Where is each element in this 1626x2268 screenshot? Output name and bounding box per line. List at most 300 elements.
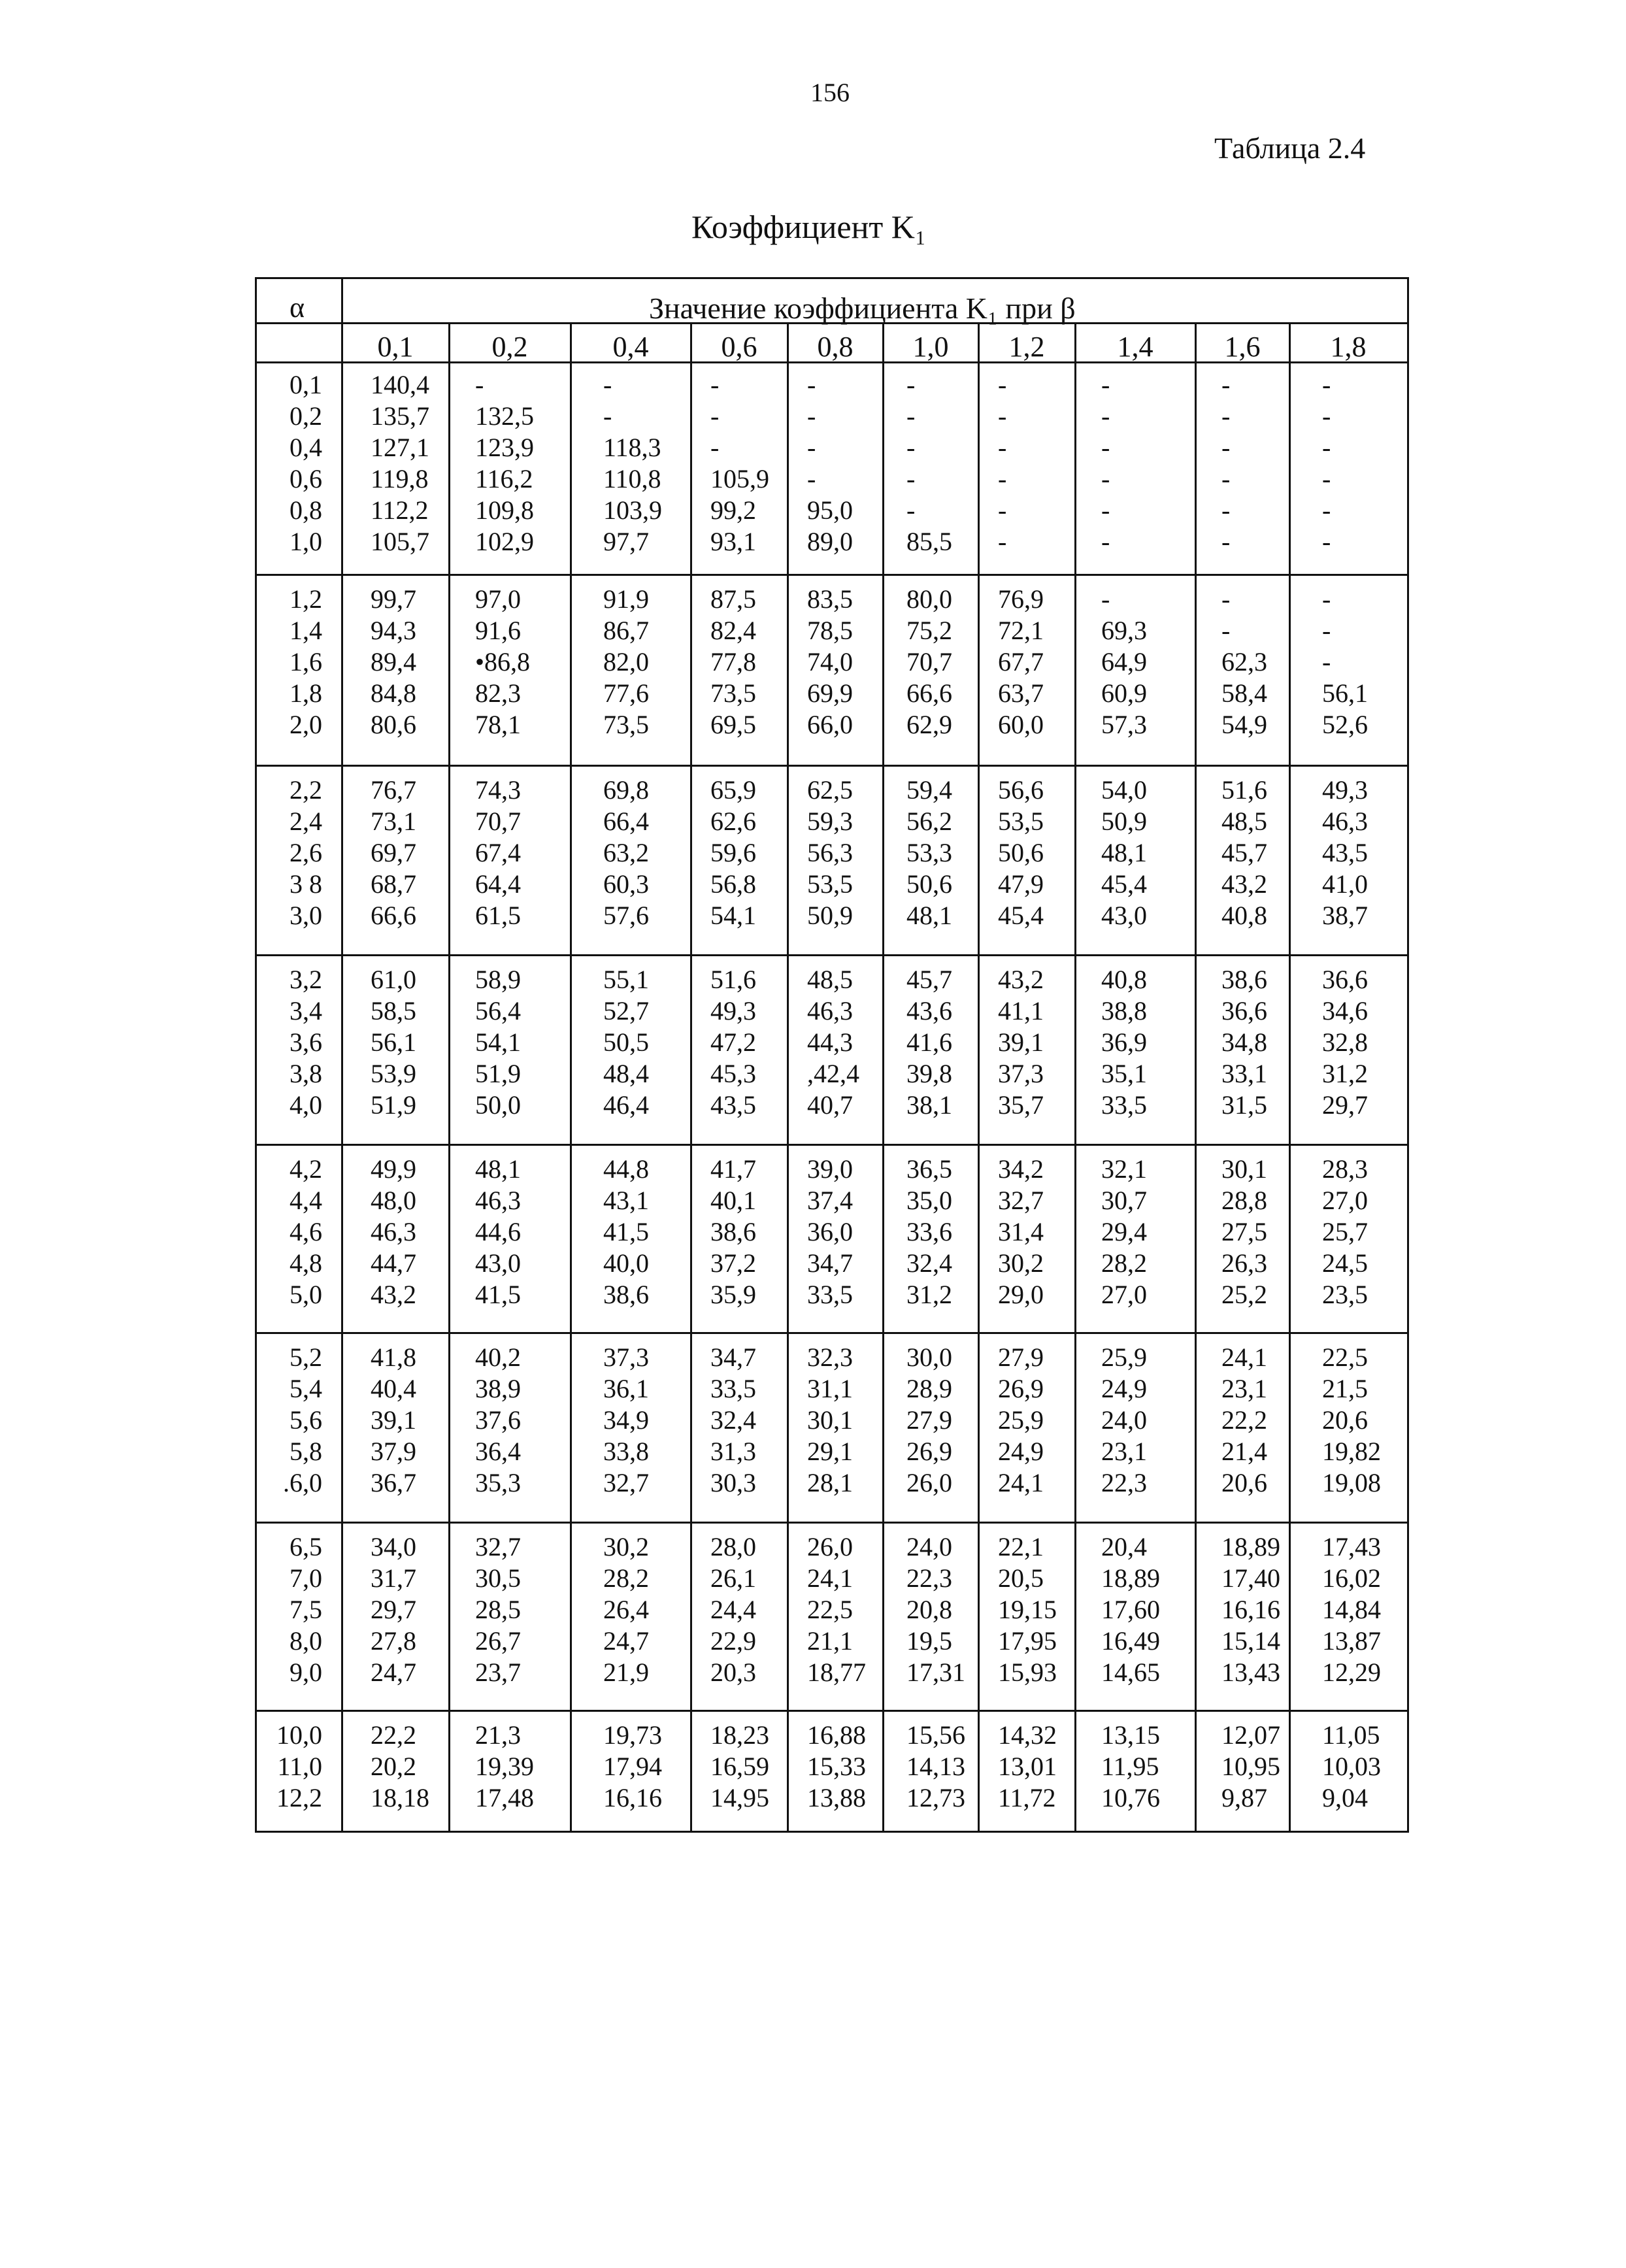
value-cell: 84,8 xyxy=(371,678,416,708)
value-cell: 37,9 xyxy=(371,1437,416,1466)
beta-header-cell: 0,8 xyxy=(817,331,854,363)
value-cell: 48,4 xyxy=(603,1059,649,1088)
value-cell: 78,5 xyxy=(807,616,853,645)
value-cell: - xyxy=(1101,464,1110,493)
value-cell: 89,0 xyxy=(807,527,853,556)
value-cell: 50,0 xyxy=(475,1090,521,1120)
value-cell: 36,6 xyxy=(1322,965,1368,994)
value-cell: 48,1 xyxy=(475,1154,521,1184)
value-cell: 83,5 xyxy=(807,584,853,614)
table-row xyxy=(257,709,1407,741)
value-cell: 52,7 xyxy=(603,996,649,1026)
value-cell: 75,2 xyxy=(906,616,952,645)
value-cell: 29,7 xyxy=(371,1595,416,1624)
value-cell: 24,4 xyxy=(710,1595,756,1624)
value-cell: 27,9 xyxy=(998,1342,1044,1372)
value-cell: 24,1 xyxy=(1221,1342,1267,1372)
value-cell: - xyxy=(710,433,720,462)
alpha-column-header: α xyxy=(290,292,305,324)
value-cell: 53,5 xyxy=(807,869,853,899)
value-cell: 36,7 xyxy=(371,1468,416,1497)
row-group xyxy=(257,1334,1407,1524)
value-cell: 60,0 xyxy=(998,710,1044,739)
beta-group-header: Значение коэффициента K₁ при β xyxy=(649,292,1076,325)
alpha-cell: 0,2 xyxy=(290,401,322,431)
value-cell: 30,1 xyxy=(807,1405,853,1435)
value-cell: 27,0 xyxy=(1322,1186,1368,1215)
value-cell: 54,1 xyxy=(475,1027,521,1057)
value-cell: 89,4 xyxy=(371,647,416,676)
value-cell: 105,9 xyxy=(710,464,769,493)
value-cell: 116,2 xyxy=(475,464,533,493)
value-cell: 55,1 xyxy=(603,965,649,994)
value-cell: - xyxy=(475,370,484,399)
table-row xyxy=(257,1436,1407,1467)
value-cell: 35,1 xyxy=(1101,1059,1147,1088)
value-cell: 64,9 xyxy=(1101,647,1147,676)
value-cell: 12,29 xyxy=(1322,1658,1381,1687)
value-cell: 29,4 xyxy=(1101,1217,1147,1246)
table-row xyxy=(257,1467,1407,1499)
value-cell: 82,0 xyxy=(603,647,649,676)
value-cell: 26,9 xyxy=(906,1437,952,1466)
value-cell: 49,9 xyxy=(371,1154,416,1184)
value-cell: 14,95 xyxy=(710,1783,769,1812)
value-cell: 40,4 xyxy=(371,1374,416,1403)
value-cell: 69,3 xyxy=(1101,616,1147,645)
value-cell: 44,6 xyxy=(475,1217,521,1246)
value-cell: 54,0 xyxy=(1101,775,1147,805)
value-cell: 38,6 xyxy=(1221,965,1267,994)
table-row xyxy=(257,1626,1407,1657)
table-row xyxy=(257,1782,1407,1814)
value-cell: 37,2 xyxy=(710,1248,756,1278)
value-cell: 24,5 xyxy=(1322,1248,1368,1278)
value-cell: 95,0 xyxy=(807,495,853,525)
value-cell: 29,0 xyxy=(998,1280,1044,1309)
value-cell: 16,88 xyxy=(807,1720,866,1750)
value-cell: - xyxy=(998,464,1007,493)
value-cell: 80,0 xyxy=(906,584,952,614)
alpha-cell: 7,5 xyxy=(290,1595,322,1624)
value-cell: 76,7 xyxy=(371,775,416,805)
value-cell: 60,9 xyxy=(1101,678,1147,708)
table-row xyxy=(257,1720,1407,1751)
value-cell: 34,2 xyxy=(998,1154,1044,1184)
beta-header-cell: 1,2 xyxy=(1008,331,1045,363)
value-cell: 19,39 xyxy=(475,1752,534,1781)
value-cell: 28,2 xyxy=(1101,1248,1147,1278)
value-cell: - xyxy=(807,433,816,462)
value-cell: 41,1 xyxy=(998,996,1044,1026)
value-cell: 16,59 xyxy=(710,1752,769,1781)
value-cell: 46,3 xyxy=(371,1217,416,1246)
value-cell: 27,5 xyxy=(1221,1217,1267,1246)
value-cell: 82,4 xyxy=(710,616,756,645)
value-cell: 25,9 xyxy=(1101,1342,1147,1372)
value-cell: 82,3 xyxy=(475,678,521,708)
value-cell: - xyxy=(1322,647,1331,676)
value-cell: 26,4 xyxy=(603,1595,649,1624)
value-cell: 13,01 xyxy=(998,1752,1057,1781)
value-cell: 112,2 xyxy=(371,495,429,525)
value-cell: 26,0 xyxy=(906,1468,952,1497)
alpha-cell: 3,0 xyxy=(290,901,322,930)
value-cell: 48,1 xyxy=(906,901,952,930)
value-cell: 44,3 xyxy=(807,1027,853,1057)
value-cell: 31,4 xyxy=(998,1217,1044,1246)
value-cell: 22,3 xyxy=(1101,1468,1147,1497)
value-cell: 20,6 xyxy=(1221,1468,1267,1497)
alpha-cell: 10,0 xyxy=(276,1720,322,1750)
value-cell: 28,3 xyxy=(1322,1154,1368,1184)
table-title: Коэффициент K₁ xyxy=(691,208,927,245)
value-cell: 26,3 xyxy=(1221,1248,1267,1278)
value-cell: 13,88 xyxy=(807,1783,866,1812)
value-cell: - xyxy=(1221,495,1231,525)
value-cell: 66,6 xyxy=(371,901,416,930)
value-cell: 18,18 xyxy=(371,1783,429,1812)
value-cell: 11,72 xyxy=(998,1783,1056,1812)
page-number: 156 xyxy=(810,78,850,107)
value-cell: 27,9 xyxy=(906,1405,952,1435)
table-label: Таблица 2.4 xyxy=(1214,131,1366,165)
value-cell: 16,02 xyxy=(1322,1563,1381,1593)
value-cell: 13,15 xyxy=(1101,1720,1160,1750)
value-cell: 17,94 xyxy=(603,1752,662,1781)
value-cell: 78,1 xyxy=(475,710,521,739)
value-cell: 17,31 xyxy=(906,1658,965,1687)
value-cell: 44,8 xyxy=(603,1154,649,1184)
value-cell: 15,56 xyxy=(906,1720,965,1750)
alpha-cell: 1,2 xyxy=(290,584,322,614)
alpha-cell: 5,6 xyxy=(290,1405,322,1435)
alpha-cell: 4,8 xyxy=(290,1248,322,1278)
value-cell: 33,1 xyxy=(1221,1059,1267,1088)
value-cell: 33,8 xyxy=(603,1437,649,1466)
value-cell: - xyxy=(998,527,1007,556)
table-row xyxy=(257,463,1407,495)
beta-header-cell: 0,6 xyxy=(721,331,757,363)
alpha-cell: 1,0 xyxy=(290,527,322,556)
value-cell: 53,5 xyxy=(998,807,1044,836)
value-cell: 39,8 xyxy=(906,1059,952,1088)
value-cell: 56,1 xyxy=(371,1027,416,1057)
value-cell: 77,6 xyxy=(603,678,649,708)
value-cell: 105,7 xyxy=(371,527,429,556)
value-cell: 9,87 xyxy=(1221,1783,1267,1812)
row-group xyxy=(257,956,1407,1146)
value-cell: 41,8 xyxy=(371,1342,416,1372)
value-cell: •86,8 xyxy=(475,647,531,676)
value-cell: 18,89 xyxy=(1101,1563,1160,1593)
value-cell: 132,5 xyxy=(475,401,534,431)
value-cell: 22,2 xyxy=(1221,1405,1267,1435)
alpha-cell: 5,4 xyxy=(290,1374,322,1403)
value-cell: 72,1 xyxy=(998,616,1044,645)
value-cell: 34,7 xyxy=(807,1248,853,1278)
value-cell: - xyxy=(906,370,916,399)
value-cell: 28,2 xyxy=(603,1563,649,1593)
value-cell: 69,8 xyxy=(603,775,649,805)
value-cell: 32,8 xyxy=(1322,1027,1368,1057)
value-cell: 94,3 xyxy=(371,616,416,645)
value-cell: - xyxy=(1322,616,1331,645)
value-cell: 56,2 xyxy=(906,807,952,836)
value-cell: - xyxy=(807,370,816,399)
value-cell: 35,0 xyxy=(906,1186,952,1215)
value-cell: 30,2 xyxy=(603,1532,649,1561)
value-cell: 14,32 xyxy=(998,1720,1057,1750)
value-cell: 48,5 xyxy=(807,965,853,994)
value-cell: 11,05 xyxy=(1322,1720,1380,1750)
value-cell: 35,3 xyxy=(475,1468,521,1497)
value-cell: 12,07 xyxy=(1221,1720,1280,1750)
row-group xyxy=(257,1712,1407,1831)
value-cell: 20,6 xyxy=(1322,1405,1368,1435)
value-cell: 47,2 xyxy=(710,1027,756,1057)
value-cell: 80,6 xyxy=(371,710,416,739)
table-row xyxy=(257,837,1407,869)
value-cell: 41,5 xyxy=(475,1280,521,1309)
table-row xyxy=(257,964,1407,995)
value-cell: 67,7 xyxy=(998,647,1044,676)
value-cell: 57,6 xyxy=(603,901,649,930)
value-cell: 57,3 xyxy=(1101,710,1147,739)
value-cell: 31,7 xyxy=(371,1563,416,1593)
row-group xyxy=(257,1524,1407,1712)
value-cell: 22,3 xyxy=(906,1563,952,1593)
value-cell: 56,4 xyxy=(475,996,521,1026)
value-cell: 34,7 xyxy=(710,1342,756,1372)
value-cell: 41,5 xyxy=(603,1217,649,1246)
value-cell: 135,7 xyxy=(371,401,429,431)
value-cell: 27,8 xyxy=(371,1626,416,1656)
table-row xyxy=(257,1185,1407,1216)
value-cell: 33,5 xyxy=(1101,1090,1147,1120)
value-cell: 28,1 xyxy=(807,1468,853,1497)
alpha-cell: .6,0 xyxy=(283,1468,322,1497)
value-cell: - xyxy=(710,370,720,399)
value-cell: ,42,4 xyxy=(807,1059,859,1088)
alpha-cell: 12,2 xyxy=(276,1783,322,1812)
value-cell: 11,95 xyxy=(1101,1752,1159,1781)
value-cell: 50,6 xyxy=(906,869,952,899)
alpha-cell: 3 8 xyxy=(290,869,322,899)
value-cell: 54,1 xyxy=(710,901,756,930)
value-cell: 69,7 xyxy=(371,838,416,867)
value-cell: 30,2 xyxy=(998,1248,1044,1278)
value-cell: 58,9 xyxy=(475,965,521,994)
value-cell: 119,8 xyxy=(371,464,429,493)
table-row xyxy=(257,526,1407,558)
value-cell: - xyxy=(906,433,916,462)
value-cell: 73,5 xyxy=(710,678,756,708)
table-row xyxy=(257,1279,1407,1310)
value-cell: 29,7 xyxy=(1322,1090,1368,1120)
value-cell: 61,5 xyxy=(475,901,521,930)
value-cell: 22,9 xyxy=(710,1626,756,1656)
coefficient-table xyxy=(255,277,1409,1833)
value-cell: 51,9 xyxy=(371,1090,416,1120)
value-cell: - xyxy=(998,401,1007,431)
value-cell: 102,9 xyxy=(475,527,534,556)
beta-header-cell: 1,0 xyxy=(912,331,949,363)
value-cell: 43,2 xyxy=(998,965,1044,994)
value-cell: - xyxy=(710,401,720,431)
alpha-cell: 1,4 xyxy=(290,616,322,645)
alpha-cell: 0,6 xyxy=(290,464,322,493)
value-cell: 62,6 xyxy=(710,807,756,836)
table-row xyxy=(257,1027,1407,1058)
value-cell: 66,6 xyxy=(906,678,952,708)
value-cell: 127,1 xyxy=(371,433,429,462)
value-cell: 40,8 xyxy=(1221,901,1267,930)
table-row xyxy=(257,1248,1407,1279)
value-cell: 52,6 xyxy=(1322,710,1368,739)
value-cell: 49,3 xyxy=(1322,775,1368,805)
value-cell: 34,8 xyxy=(1221,1027,1267,1057)
table-row xyxy=(257,1342,1407,1373)
row-group xyxy=(257,1146,1407,1334)
value-cell: 50,6 xyxy=(998,838,1044,867)
value-cell: 28,0 xyxy=(710,1532,756,1561)
value-cell: 23,1 xyxy=(1101,1437,1147,1466)
value-cell: - xyxy=(1221,616,1231,645)
value-cell: 20,3 xyxy=(710,1658,756,1687)
value-cell: 37,4 xyxy=(807,1186,853,1215)
value-cell: 23,5 xyxy=(1322,1280,1368,1309)
value-cell: 15,93 xyxy=(998,1658,1057,1687)
value-cell: 17,40 xyxy=(1221,1563,1280,1593)
table-row xyxy=(257,1058,1407,1090)
table-row xyxy=(257,584,1407,615)
value-cell: 50,9 xyxy=(1101,807,1147,836)
value-cell: 43,2 xyxy=(371,1280,416,1309)
value-cell: - xyxy=(906,495,916,525)
value-cell: 19,73 xyxy=(603,1720,662,1750)
value-cell: 46,3 xyxy=(807,996,853,1026)
value-cell: 39,0 xyxy=(807,1154,853,1184)
value-cell: 50,5 xyxy=(603,1027,649,1057)
value-cell: 30,7 xyxy=(1101,1186,1147,1215)
value-cell: 38,8 xyxy=(1101,996,1147,1026)
value-cell: 48,1 xyxy=(1101,838,1147,867)
value-cell: 51,6 xyxy=(710,965,756,994)
value-cell: 99,2 xyxy=(710,495,756,525)
value-cell: 16,16 xyxy=(603,1783,662,1812)
value-cell: 61,0 xyxy=(371,965,416,994)
value-cell: 20,8 xyxy=(906,1595,952,1624)
value-cell: 10,95 xyxy=(1221,1752,1280,1781)
value-cell: 43,0 xyxy=(475,1248,521,1278)
value-cell: 9,04 xyxy=(1322,1783,1368,1812)
value-cell: 49,3 xyxy=(710,996,756,1026)
value-cell: 26,0 xyxy=(807,1532,853,1561)
value-cell: 40,2 xyxy=(475,1342,521,1372)
value-cell: 62,3 xyxy=(1221,647,1267,676)
value-cell: 110,8 xyxy=(603,464,661,493)
value-cell: 16,49 xyxy=(1101,1626,1160,1656)
alpha-cell: 2,2 xyxy=(290,775,322,805)
value-cell: 24,9 xyxy=(998,1437,1044,1466)
value-cell: - xyxy=(807,464,816,493)
alpha-cell: 4,4 xyxy=(290,1186,322,1215)
value-cell: 46,3 xyxy=(1322,807,1368,836)
table-row xyxy=(257,1563,1407,1594)
value-cell: - xyxy=(906,401,916,431)
alpha-cell: 4,6 xyxy=(290,1217,322,1246)
value-cell: 40,7 xyxy=(807,1090,853,1120)
value-cell: 103,9 xyxy=(603,495,662,525)
value-cell: 43,5 xyxy=(710,1090,756,1120)
value-cell: 62,5 xyxy=(807,775,853,805)
value-cell: 56,6 xyxy=(998,775,1044,805)
value-cell: 33,6 xyxy=(906,1217,952,1246)
value-cell: 45,4 xyxy=(1101,869,1147,899)
value-cell: 13,43 xyxy=(1221,1658,1280,1687)
value-cell: 77,8 xyxy=(710,647,756,676)
value-cell: - xyxy=(1322,584,1331,614)
table-row xyxy=(257,869,1407,900)
value-cell: 70,7 xyxy=(906,647,952,676)
table-row xyxy=(257,1090,1407,1121)
value-cell: 25,2 xyxy=(1221,1280,1267,1309)
value-cell: - xyxy=(1322,370,1331,399)
value-cell: 43,1 xyxy=(603,1186,649,1215)
value-cell: 38,6 xyxy=(710,1217,756,1246)
value-cell: 45,7 xyxy=(906,965,952,994)
value-cell: 70,7 xyxy=(475,807,521,836)
value-cell: 10,03 xyxy=(1322,1752,1381,1781)
value-cell: 46,3 xyxy=(475,1186,521,1215)
value-cell: - xyxy=(1101,584,1110,614)
value-cell: 99,7 xyxy=(371,584,416,614)
alpha-cell: 2,4 xyxy=(290,807,322,836)
value-cell: 15,33 xyxy=(807,1752,866,1781)
table-row xyxy=(257,1405,1407,1436)
alpha-cell: 11,0 xyxy=(277,1752,322,1781)
table-row xyxy=(257,495,1407,526)
value-cell: 91,6 xyxy=(475,616,521,645)
value-cell: - xyxy=(603,370,612,399)
value-cell: 19,15 xyxy=(998,1595,1057,1624)
alpha-cell: 2,6 xyxy=(290,838,322,867)
value-cell: 38,6 xyxy=(603,1280,649,1309)
table-row xyxy=(257,432,1407,463)
value-cell: 30,1 xyxy=(1221,1154,1267,1184)
value-cell: 38,7 xyxy=(1322,901,1368,930)
value-cell: - xyxy=(1101,495,1110,525)
value-cell: 19,82 xyxy=(1322,1437,1381,1466)
value-cell: 36,1 xyxy=(603,1374,649,1403)
value-cell: 54,9 xyxy=(1221,710,1267,739)
value-cell: 97,7 xyxy=(603,527,649,556)
table-row xyxy=(257,1657,1407,1688)
alpha-cell: 0,8 xyxy=(290,495,322,525)
value-cell: 35,7 xyxy=(998,1090,1044,1120)
value-cell: 45,3 xyxy=(710,1059,756,1088)
value-cell: - xyxy=(1221,433,1231,462)
beta-header-cell: 1,6 xyxy=(1224,331,1261,363)
value-cell: 33,5 xyxy=(710,1374,756,1403)
table-row xyxy=(257,1373,1407,1405)
value-cell: - xyxy=(1322,433,1331,462)
value-cell: 140,4 xyxy=(371,370,429,399)
table-row xyxy=(257,1594,1407,1626)
value-cell: 37,3 xyxy=(998,1059,1044,1088)
value-cell: 34,6 xyxy=(1322,996,1368,1026)
